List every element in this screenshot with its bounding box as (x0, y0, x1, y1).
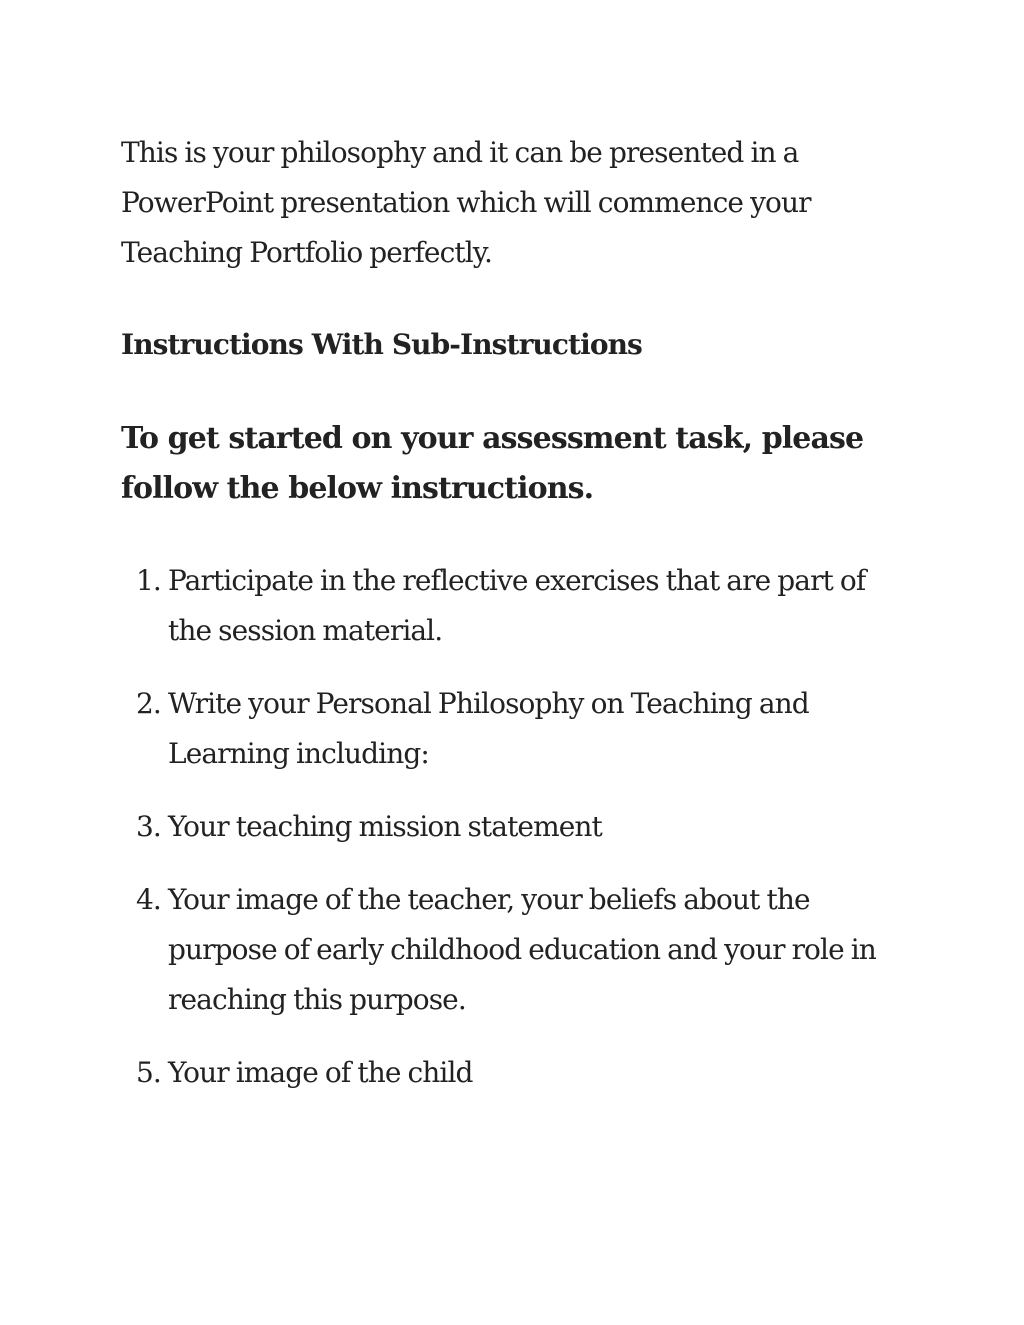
list-item (121, 556, 911, 656)
list-item (121, 679, 911, 779)
list-item-text: Your image of the child (168, 1056, 473, 1089)
list-item-text: Your image of the teacher, your beliefs about the purpose of early childhood education and your role in reaching this purpose. (168, 883, 876, 1016)
list-item-number: 1. (136, 564, 161, 597)
list-item (121, 1048, 911, 1098)
list-item (121, 875, 911, 1025)
list-item-number: 4. (136, 883, 161, 916)
list-item (121, 802, 911, 852)
list-item-text: Your teaching mission statement (168, 810, 602, 843)
intro-paragraph: This is your philosophy and it can be presented in a PowerPoint presentation which will commence your Teaching Portfolio perfectly. (121, 136, 811, 269)
list-item-number: 2. (136, 687, 161, 720)
get-started-heading: To get started on your assessment task, please follow the below instructions. (121, 421, 864, 506)
instruction-list (121, 556, 911, 1098)
list-item-text: Write your Personal Philosophy on Teaching and Learning including: (168, 687, 809, 770)
list-item-number: 5. (136, 1056, 161, 1089)
list-item-number: 3. (136, 810, 161, 843)
document-page (121, 128, 911, 1121)
list-item-text: Participate in the reflective exercises that are part of the session material. (168, 564, 866, 647)
instructions-heading: Instructions With Sub-Instructions (121, 328, 642, 361)
